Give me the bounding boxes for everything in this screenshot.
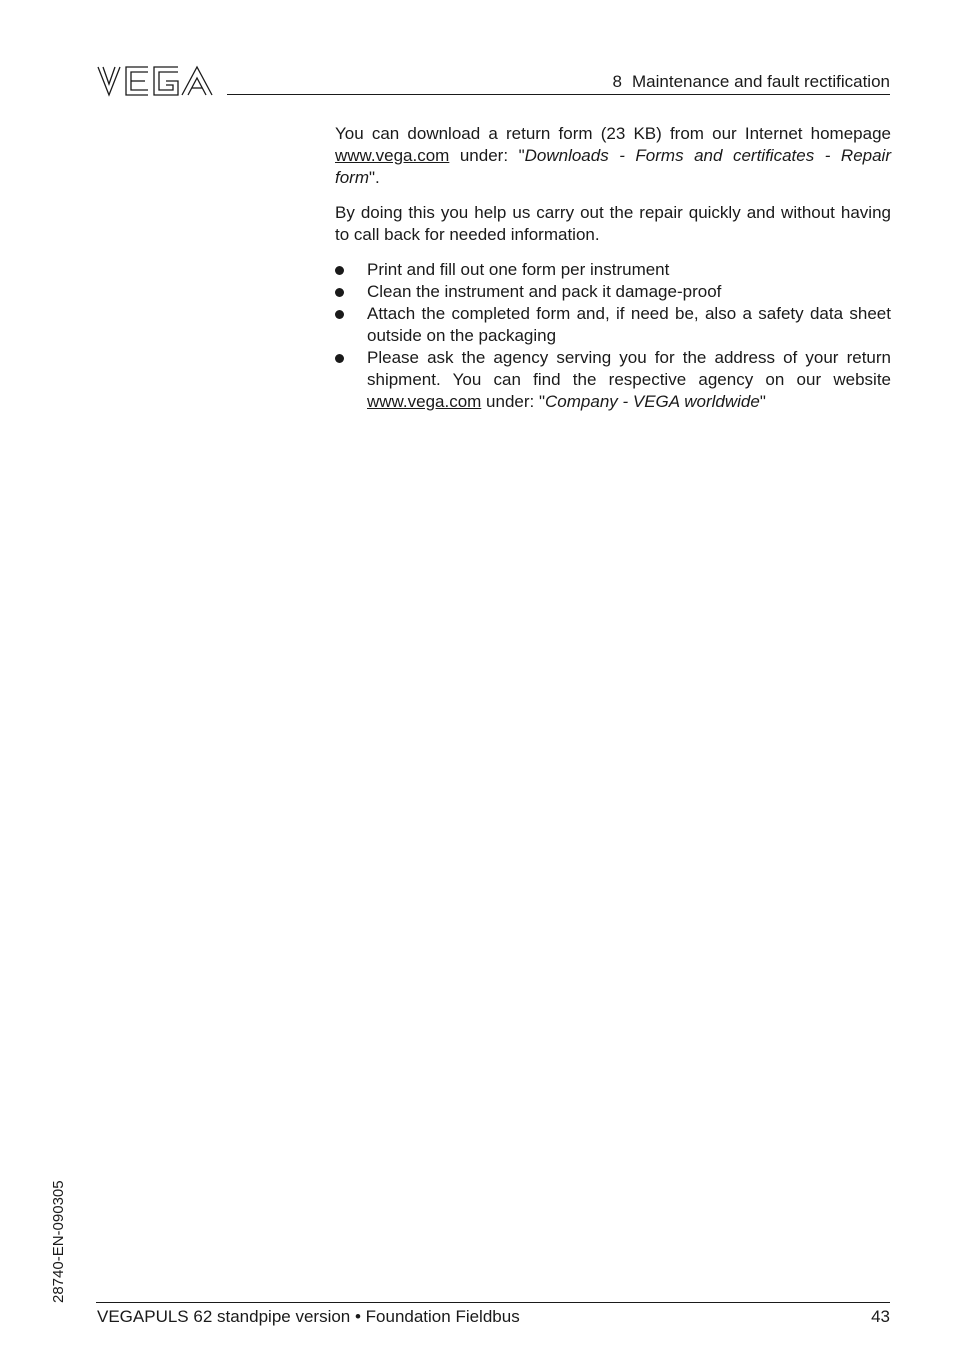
text-run: ". [369, 168, 380, 187]
bullet-icon [335, 310, 344, 319]
list-item-text: Please ask the agency serving you for the address of your return shipment. You can find the respective agency on our website [367, 348, 891, 389]
repair-info-paragraph: By doing this you help us carry out the repair quickly and without having to call back for needed information. [335, 203, 891, 244]
download-path-text: Downloads - Forms and certificates - Repair form [335, 146, 891, 187]
vega-logo [96, 64, 214, 98]
main-content [335, 123, 891, 413]
list-item-text: Print and fill out one form per instrument [367, 260, 670, 279]
text-run: You can download a return form (23 KB) from our Internet homepage [335, 124, 891, 143]
running-header [613, 72, 890, 92]
instruction-list [335, 259, 891, 413]
vega-website-link[interactable]: www.vega.com [335, 146, 450, 165]
page-number: 43 [871, 1307, 890, 1326]
bullet-icon [335, 288, 344, 297]
footer-rule [96, 1302, 890, 1303]
company-path-text: Company - VEGA worldwide [545, 392, 760, 411]
list-item [335, 303, 891, 347]
document-number: 28740-EN-090305 [50, 1180, 67, 1303]
list-item [335, 259, 891, 281]
list-item [335, 347, 891, 413]
text-run: " [759, 392, 766, 411]
list-item-text: Attach the completed form and, if need be, also a safety data sheet outside on the packaging [367, 304, 891, 345]
section-number: 8 [612, 72, 622, 91]
section-title: Maintenance and fault rectification [632, 72, 890, 91]
bullet-icon [335, 266, 344, 275]
text-run: under: " [449, 146, 525, 165]
text-run: under: " [481, 392, 546, 411]
list-item-text: Clean the instrument and pack it damage-proof [367, 282, 722, 301]
header-rule [227, 94, 890, 95]
list-item [335, 281, 891, 303]
return-form-paragraph [335, 123, 891, 189]
footer-title: VEGAPULS 62 standpipe version • Foundation Fieldbus [97, 1307, 520, 1326]
vega-website-link[interactable]: www.vega.com [367, 392, 482, 411]
bullet-icon [335, 354, 344, 363]
